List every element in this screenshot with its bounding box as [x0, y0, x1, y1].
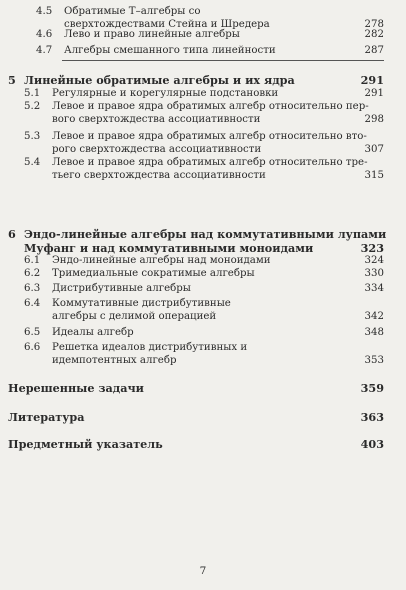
backmatter-page: 359: [360, 381, 384, 395]
chapter-title-cont: Муфанг и над коммутативными моноидами: [24, 241, 314, 255]
section-number: 6.6: [24, 342, 41, 353]
section-title-cont: рого сверхтождества ассоциативности: [52, 144, 262, 155]
section-page: 315: [364, 170, 384, 181]
section-title: Левое и правое ядра обратимых алгебр относительно пер-: [52, 101, 369, 112]
section-title: Дистрибутивные алгебры: [52, 283, 191, 294]
section-title: Эндо-линейные алгебры над моноидами: [52, 255, 271, 266]
backmatter-page: 403: [360, 437, 384, 451]
section-number: 5.2: [24, 101, 41, 112]
section-title: Левое и правое ядра обратимых алгебр относительно тре-: [52, 157, 368, 168]
section-page: 282: [364, 29, 384, 40]
section-number: 5.4: [24, 157, 41, 168]
section-number: 6.1: [24, 255, 41, 266]
backmatter-title: Литература: [8, 410, 85, 424]
chapter-page: 291: [360, 73, 384, 87]
section-number: 6.2: [24, 268, 41, 279]
section-title-cont: идемпотентных алгебр: [52, 355, 177, 366]
backmatter-title: Нерешенные задачи: [8, 381, 144, 395]
section-page: 291: [364, 88, 384, 99]
section-title-cont: вого сверхтождества ассоциативности: [52, 114, 261, 125]
section-title: Лево и право линейные алгебры: [64, 29, 240, 40]
chapter-number: 6: [8, 227, 16, 241]
section-title: Коммутативные дистрибутивные: [52, 298, 231, 309]
section-title: Решетка идеалов дистрибутивных и: [52, 342, 248, 353]
section-page: 353: [364, 355, 384, 366]
section-number: 4.7: [36, 45, 53, 56]
chapter-title: Эндо-линейные алгебры над коммутативными лупами: [24, 227, 387, 241]
section-title: Обратимые T–алгебры со: [64, 6, 201, 17]
section-number: 4.6: [36, 29, 53, 40]
section-number: 4.5: [36, 6, 53, 17]
section-page: 307: [364, 144, 384, 155]
chapter-title: Линейные обратимые алгебры и их ядра: [24, 73, 295, 87]
section-page: 324: [364, 255, 384, 266]
section-page: 298: [364, 114, 384, 125]
page-number: 7: [199, 565, 207, 577]
section-number: 6.4: [24, 298, 41, 309]
section-title: Левое и правое ядра обратимых алгебр относительно вто-: [52, 131, 367, 142]
section-page: 278: [364, 19, 384, 30]
section-page: 348: [364, 327, 384, 338]
section-title: Тримедиальные сократимые алгебры: [52, 268, 255, 279]
backmatter-title: Предметный указатель: [8, 437, 163, 451]
section-page: 287: [364, 45, 384, 56]
section-title-cont: сверхтождествами Стейна и Шредера: [64, 19, 270, 30]
section-title: Идеалы алгебр: [52, 327, 134, 338]
chapter-page: 323: [360, 241, 384, 255]
section-number: 6.3: [24, 283, 41, 294]
section-title: Регулярные и корегулярные подстановки: [52, 88, 279, 99]
section-page: 330: [364, 268, 384, 279]
section-number: 6.5: [24, 327, 41, 338]
section-title-cont: алгебры с делимой операцией: [52, 311, 217, 322]
section-title: Алгебры смешанного типа линейности: [64, 45, 276, 56]
section-number: 5.3: [24, 131, 41, 142]
backmatter-page: 363: [360, 410, 384, 424]
section-number: 5.1: [24, 88, 41, 99]
section-title-cont: тьего сверхтождества ассоциативности: [52, 170, 266, 181]
divider: [62, 60, 384, 61]
section-page: 342: [364, 311, 384, 322]
chapter-number: 5: [8, 73, 16, 87]
section-page: 334: [364, 283, 384, 294]
